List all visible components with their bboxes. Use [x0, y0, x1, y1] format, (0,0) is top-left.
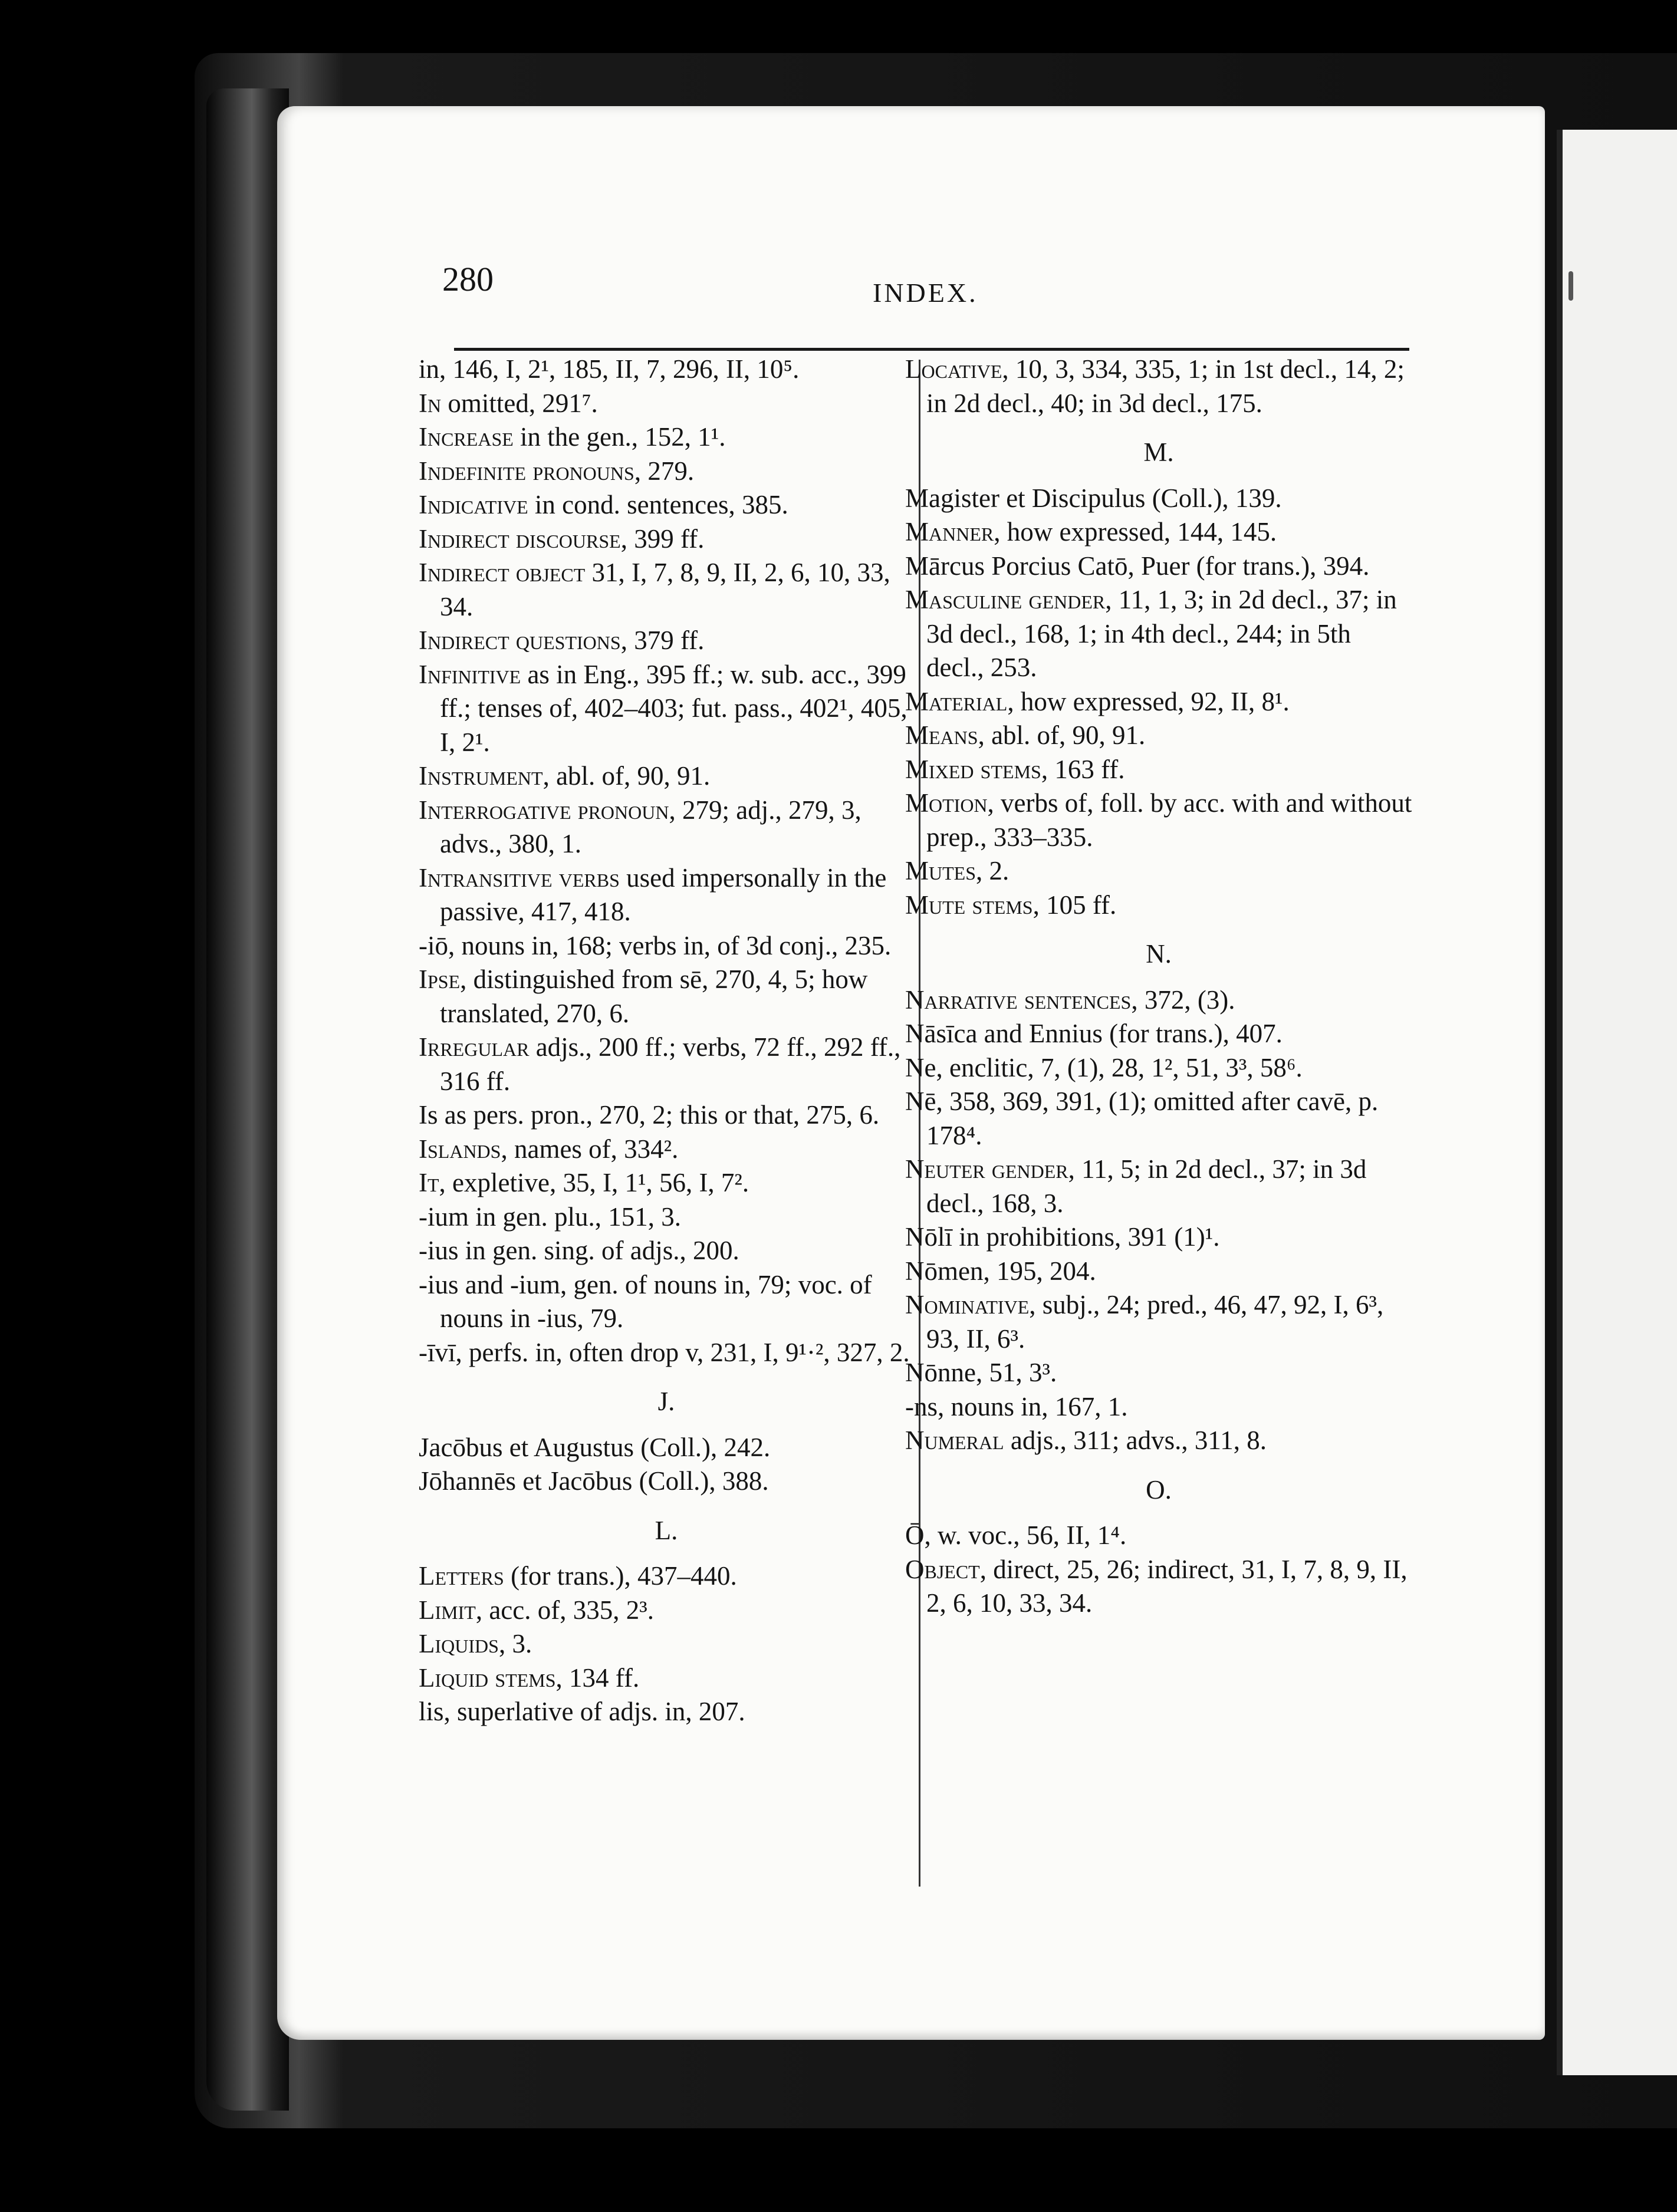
- entry-locators: used impersonally in the passive, 417, 418.: [440, 863, 887, 926]
- index-entry: [419, 759, 914, 794]
- entry-locators: 31, I, 7, 8, 9, II, 2, 6, 10, 33, 34.: [440, 558, 890, 621]
- entry-locators: -ium in gen. plu., 151, 3.: [419, 1202, 681, 1232]
- entry-term: Islands: [419, 1134, 501, 1164]
- entry-term: Mutes: [905, 856, 976, 886]
- entry-term: Mute stems: [905, 890, 1033, 920]
- entry-locators: in, 146, I, 2¹, 185, II, 7, 296, II, 10⁵.: [419, 354, 800, 384]
- letter-heading: L.: [655, 1515, 678, 1545]
- entry-term: Increase: [419, 422, 514, 452]
- entry-locators: Nōmen, 195, 204.: [905, 1256, 1096, 1286]
- index-entry: [419, 1336, 914, 1370]
- index-entry: [905, 983, 1412, 1018]
- index-entry: [419, 963, 914, 1031]
- entry-locators: -īvī, perfs. in, often drop v, 231, I, 9¹·², 327, 2.: [419, 1337, 910, 1367]
- entry-term: Neuter gender: [905, 1154, 1068, 1184]
- index-entry: [905, 786, 1412, 854]
- index-entry: [419, 522, 914, 557]
- entry-locators: Jacōbus et Augustus (Coll.), 242.: [419, 1432, 771, 1462]
- entry-locators: , 11, 1, 3; in 2d decl., 37; in 3d decl., 168, 1; in 4th decl., 244; in 5th decl., 253.: [926, 585, 1397, 682]
- index-entry: [905, 1255, 1412, 1289]
- entry-term: Liquids: [419, 1629, 499, 1658]
- index-entry: [419, 556, 914, 624]
- entry-term: Material: [905, 686, 1008, 716]
- page-number: 280: [442, 260, 494, 298]
- entry-locators: , 2.: [976, 856, 1010, 886]
- entry-term: Numeral: [905, 1426, 1004, 1455]
- entry-term: Indefinite pronouns: [419, 456, 634, 486]
- index-entry: [905, 1051, 1412, 1085]
- index-entry: [905, 1153, 1412, 1220]
- entry-locators: , 163 ff.: [1041, 754, 1125, 784]
- entry-locators: omitted, 291⁷.: [441, 388, 598, 418]
- index-entry: [419, 1133, 914, 1167]
- index-entry: [905, 1390, 1412, 1424]
- entry-term: In: [419, 388, 442, 418]
- entry-locators: , 372, (3).: [1131, 985, 1235, 1015]
- entry-term: Indirect discourse: [419, 524, 621, 554]
- index-entry: [905, 549, 1412, 584]
- entry-locators: , 279; adj., 279, 3, advs., 380, 1.: [440, 795, 861, 858]
- index-entry: [419, 1594, 914, 1628]
- entry-locators: , verbs of, foll. by acc. with and without prep., 333–335.: [926, 788, 1412, 852]
- entry-locators: Is as pers. pron., 270, 2; this or that, 275, 6.: [419, 1100, 880, 1130]
- entry-locators: -ius in gen. sing. of adjs., 200.: [419, 1236, 739, 1265]
- index-entry: [419, 929, 914, 963]
- entry-locators: , abl. of, 90, 91.: [542, 761, 711, 791]
- index-entry: [905, 1085, 1412, 1153]
- index-entry: [905, 888, 1412, 923]
- facing-page-edge: [1557, 130, 1677, 2075]
- index-entry: [419, 1200, 914, 1235]
- entry-term: Mixed stems: [905, 754, 1041, 784]
- index-entry: [419, 1098, 914, 1133]
- entry-term: Indirect questions: [419, 626, 621, 655]
- index-entry: [905, 1519, 1412, 1553]
- index-entry: [905, 1220, 1412, 1255]
- entry-term: Masculine gender: [905, 585, 1106, 614]
- entry-term: Ipse: [419, 965, 461, 994]
- entry-term: Indirect object: [419, 558, 586, 587]
- index-entry: [419, 1464, 914, 1499]
- entry-locators: lis, superlative of adjs. in, 207.: [419, 1697, 745, 1726]
- index-entry: [905, 482, 1412, 516]
- letter-heading: M.: [1143, 437, 1174, 467]
- letter-heading: J.: [657, 1387, 675, 1416]
- index-entry: [419, 1268, 914, 1336]
- entry-locators: Nōnne, 51, 3³.: [905, 1358, 1057, 1387]
- entry-locators: Ne, enclitic, 7, (1), 28, 1², 51, 3³, 58⁶.: [905, 1052, 1303, 1082]
- index-entry: [419, 794, 914, 861]
- index-entry: [905, 685, 1412, 719]
- entry-locators: Nāsīca and Ennius (for trans.), 407.: [905, 1019, 1283, 1048]
- index-entry: [419, 455, 914, 489]
- entry-term: Interrogative pronoun: [419, 795, 669, 825]
- entry-locators: in cond. sentences, 385.: [528, 490, 788, 519]
- index-entry: [419, 658, 914, 760]
- entry-locators: , expletive, 35, I, 1¹, 56, I, 7².: [439, 1168, 749, 1197]
- entry-locators: , 10, 3, 334, 335, 1; in 1st decl., 14, 2; in 2d decl., 40; in 3d decl., 175.: [926, 354, 1405, 418]
- index-entry: [419, 1234, 914, 1268]
- entry-locators: -ns, nouns in, 167, 1.: [905, 1391, 1128, 1421]
- entry-locators: Magister et Discipulus (Coll.), 139.: [905, 483, 1282, 513]
- entry-locators: -ius and -ium, gen. of nouns in, 79; voc. of nouns in -ius, 79.: [419, 1269, 872, 1333]
- index-entry: [419, 1695, 914, 1729]
- index-entry: [905, 1356, 1412, 1390]
- entry-term: Narrative sentences: [905, 985, 1132, 1015]
- index-entry: [419, 353, 914, 387]
- index-entry: [419, 420, 914, 455]
- entry-locators: , names of, 334².: [501, 1134, 679, 1164]
- index-entry: [419, 387, 914, 421]
- entry-locators: , 105 ff.: [1032, 890, 1117, 920]
- index-entry: [419, 861, 914, 929]
- entry-locators: , 399 ff.: [620, 524, 705, 554]
- entry-term: Motion: [905, 788, 988, 818]
- index-entry: [419, 624, 914, 658]
- index-entry: [419, 1661, 914, 1696]
- index-entry: [905, 753, 1412, 787]
- entry-term: Locative: [905, 354, 1002, 384]
- entry-locators: , acc. of, 335, 2³.: [475, 1595, 654, 1625]
- entry-locators: , 11, 5; in 2d decl., 37; in 3d decl., 168, 3.: [926, 1154, 1367, 1218]
- running-title: INDEX.: [873, 278, 978, 308]
- entry-locators: as in Eng., 395 ff.; w. sub. acc., 399 ff.; tenses of, 402–403; fut. pass., 402¹, 405, I, 2¹.: [440, 659, 907, 757]
- entry-term: Letters: [419, 1561, 504, 1591]
- index-entry: [419, 1166, 914, 1200]
- entry-term: Manner: [905, 517, 994, 547]
- index-entry: [905, 854, 1412, 888]
- page-header: [442, 259, 1409, 312]
- entry-term: Infinitive: [419, 659, 521, 689]
- entry-locators: adjs., 200 ff.; verbs, 72 ff., 292 ff., 316 ff.: [440, 1032, 901, 1096]
- entry-locators: , 279.: [634, 456, 695, 486]
- entry-term: Means: [905, 720, 978, 750]
- entry-locators: , how expressed, 92, II, 8¹.: [1007, 686, 1290, 716]
- index-entry: [905, 583, 1412, 685]
- entry-locators: , how expressed, 144, 145.: [994, 517, 1277, 547]
- facing-page-mark: [1569, 271, 1573, 301]
- entry-locators: , distinguished from sē, 270, 4, 5; how translated, 270, 6.: [440, 965, 868, 1028]
- index-entry: [905, 1424, 1412, 1458]
- entry-locators: adjs., 311; advs., 311, 8.: [1004, 1426, 1267, 1455]
- index-entry: [419, 1627, 914, 1661]
- entry-term: Irregular: [419, 1032, 530, 1062]
- index-entry: [905, 1553, 1412, 1621]
- book-spine: [206, 88, 289, 2111]
- letter-heading: N.: [1146, 939, 1172, 969]
- entry-locators: , 3.: [498, 1629, 532, 1658]
- entry-locators: in the gen., 152, 1¹.: [513, 422, 726, 452]
- entry-locators: , direct, 25, 26; indirect, 31, I, 7, 8, 9, II, 2, 6, 10, 33, 34.: [926, 1554, 1408, 1618]
- index-entry: [905, 1017, 1412, 1051]
- entry-term: Nominative: [905, 1290, 1030, 1319]
- entry-locators: -iō, nouns in, 168; verbs in, of 3d conj., 235.: [419, 930, 892, 960]
- index-entry: [905, 719, 1412, 753]
- header-rule: [454, 348, 1409, 351]
- entry-term: Intransitive verbs: [419, 863, 620, 893]
- index-column-left: [419, 353, 914, 1729]
- entry-locators: Ō, w. voc., 56, II, 1⁴.: [905, 1520, 1127, 1550]
- entry-term: It: [419, 1168, 439, 1197]
- entry-term: Limit: [419, 1595, 476, 1625]
- index-entry: [419, 488, 914, 522]
- entry-locators: Jōhannēs et Jacōbus (Coll.), 388.: [419, 1466, 769, 1496]
- entry-term: Liquid stems: [419, 1663, 556, 1693]
- index-entry: [419, 1431, 914, 1465]
- letter-heading: O.: [1146, 1474, 1172, 1505]
- index-entry: [905, 1288, 1412, 1356]
- entry-term: Instrument: [419, 761, 543, 791]
- entry-locators: Mārcus Porcius Catō, Puer (for trans.), 394.: [905, 551, 1370, 581]
- entry-locators: Nōlī in prohibitions, 391 (1)¹.: [905, 1222, 1220, 1252]
- entry-term: Indicative: [419, 490, 528, 519]
- index-column-right: [905, 353, 1412, 1621]
- index-entry: [905, 353, 1412, 420]
- entry-term: Object: [905, 1554, 980, 1584]
- index-entry: [905, 515, 1412, 549]
- entry-locators: , abl. of, 90, 91.: [978, 720, 1146, 750]
- entry-locators: , 134 ff.: [555, 1663, 640, 1693]
- entry-locators: , subj., 24; pred., 46, 47, 92, I, 6³, 93, II, 6³.: [926, 1290, 1384, 1354]
- entry-locators: , 379 ff.: [620, 626, 705, 655]
- index-entry: [419, 1031, 914, 1098]
- entry-locators: Nē, 358, 369, 391, (1); omitted after cavē, p. 178⁴.: [905, 1087, 1379, 1150]
- entry-locators: (for trans.), 437–440.: [504, 1561, 737, 1591]
- index-entry: [419, 1559, 914, 1594]
